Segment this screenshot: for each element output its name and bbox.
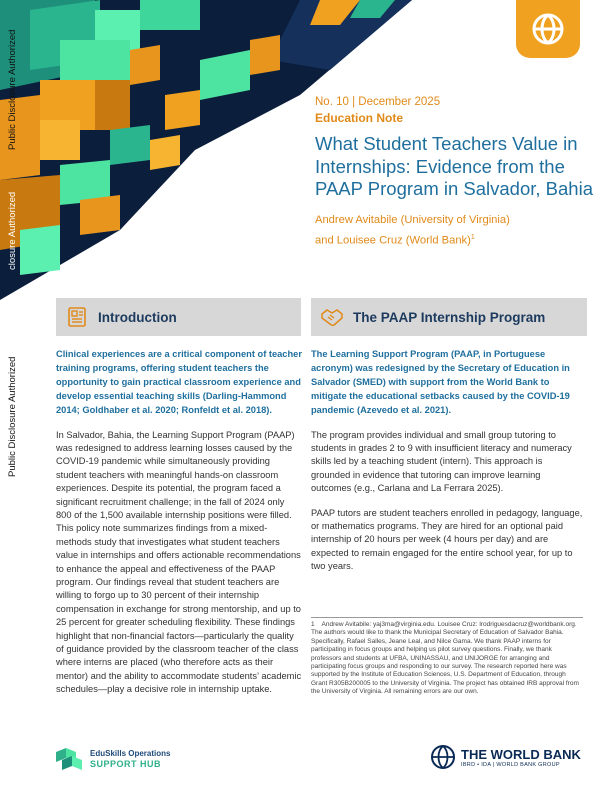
disclosure-label-middle: closure Authorized bbox=[7, 191, 18, 270]
footnote bbox=[311, 617, 583, 697]
note-type: Education Note bbox=[315, 111, 404, 125]
disclosure-label-bottom: Public Disclosure Authorized bbox=[7, 356, 18, 477]
authors-line-2 bbox=[315, 229, 595, 250]
handshake-icon bbox=[319, 304, 345, 330]
series-info: No. 10 | December 2025 bbox=[315, 96, 441, 108]
paap-body-2: PAAP tutors are student teachers enrolled in pedagogy, language, or mathematics programs. They are hired for an optional paid internship of 20 hours per week (4 hours per day) and are expected to remain engaged for the entire school year, for up to two years. bbox=[311, 507, 583, 572]
authors-line-2-text: and Louisee Cruz (World Bank) bbox=[315, 234, 471, 247]
paap-heading-bar bbox=[311, 298, 587, 336]
introduction-column bbox=[56, 348, 302, 697]
globe-icon bbox=[528, 9, 568, 49]
footnote-marker[interactable]: 1 bbox=[470, 233, 475, 241]
introduction-lead: Clinical experiences are a critical component of teacher training programs, offering student teachers the opportunity to gain practical classroom experience and develop essential teaching skills (Darling-Hammond 2014; Goldhaber et al. 2020; Ronfeldt et al. 2018). bbox=[56, 349, 302, 415]
document-icon bbox=[64, 304, 90, 330]
world-bank-footer-logo bbox=[430, 744, 581, 770]
paap-column bbox=[311, 348, 583, 574]
footnote-text: Andrew Avitabile: yaj3ma@virginia.edu. Louisee Cruz: lrodriguesdacruz@worldbank.org. The authors would like to thank the Municipal Secretary of Education of Salvador Bahia. Specifically, Rafael Salles, Jeane Leal, and Nilce Gama. We thank PAAP interns for participating in focus groups and helping us pilot survey questions. Finally, we thank professors and students at UFBA, UNINASSAU, and UNIJORGE for arranging and participating focus groups and responding to our survey. The research reported here was supported by the Institute of Education Sciences, U.S. Department of Education, through Grant R305B200005 to the University of Virginia. The project has obtained IRB approval from the University of Virginia. All remaining errors are our own. bbox=[311, 621, 579, 696]
footnote-number: 1 bbox=[311, 621, 315, 628]
disclosure-label-top: Public Disclosure Authorized bbox=[7, 29, 18, 150]
world-bank-subtitle: IBRD • IDA | WORLD BANK GROUP bbox=[461, 761, 560, 768]
introduction-body: In Salvador, Bahia, the Learning Support Program (PAAP) was redesigned to address learning losses caused by the COVID-19 pandemic while simultaneously providing student teachers with meaningful hands-on classroom experiences. Despite its potential, the program faced a significant recruitment challenge; in the fall of 2024 only 800 of the 1,500 available internship positions were filled. This policy note summarizes findings from a mixed-methods study that investigates what student teachers value in internships and offers actionable recommendations to enhance the appeal and effectiveness of the PAAP program. Our findings reveal that student teachers are willing to forgo up to 30 percent of their internship compensation in exchange for strong mentorship, and up to 25 percent for greater scheduling flexibility. These findings highlight that non-financial factors—particularly the quality of guidance provided by the classroom teacher of the class where interns are placed (who therefore acts as their mentor) and the ability to accommodate students’ academic schedules—play a decisive role in internship uptake. bbox=[56, 429, 302, 695]
eduskills-hub-logo bbox=[56, 748, 170, 770]
paap-body-1: The program provides individual and small group tutoring to students in grades 2 to 9 with insufficient literacy and numeracy skills led by a teaching student (intern). This approach is grounded in evidence that tutoring can improve learning outcomes (e.g., Carlana and La Ferrara 2025). bbox=[311, 429, 572, 494]
note-header bbox=[315, 96, 595, 249]
hub-mark-icon bbox=[56, 748, 84, 770]
introduction-heading: Introduction bbox=[98, 309, 177, 325]
paap-lead: The Learning Support Program (PAAP, in Portuguese acronym) was redesigned by the Secretary of Education in Salvador (SMED) with support from the World Bank to mitigate the educational setbacks caused by the COVID-19 pandemic (Azevedo et al. 2021). bbox=[311, 349, 570, 415]
introduction-heading-bar bbox=[56, 298, 301, 336]
authors-line-1: Andrew Avitabile (University of Virginia) bbox=[315, 213, 510, 226]
paap-heading: The PAAP Internship Program bbox=[353, 309, 546, 325]
hub-line-1: EduSkills Operations bbox=[90, 749, 171, 758]
authors bbox=[315, 211, 595, 250]
page-title: What Student Teachers Value in Internships: Evidence from the PAAP Program in Salvador, Bahia bbox=[315, 133, 593, 199]
world-bank-name: THE WORLD BANK bbox=[461, 746, 581, 762]
hub-line-2: SUPPORT HUB bbox=[90, 759, 162, 769]
world-bank-logo-badge bbox=[516, 0, 580, 58]
world-bank-globe-icon bbox=[430, 744, 456, 770]
